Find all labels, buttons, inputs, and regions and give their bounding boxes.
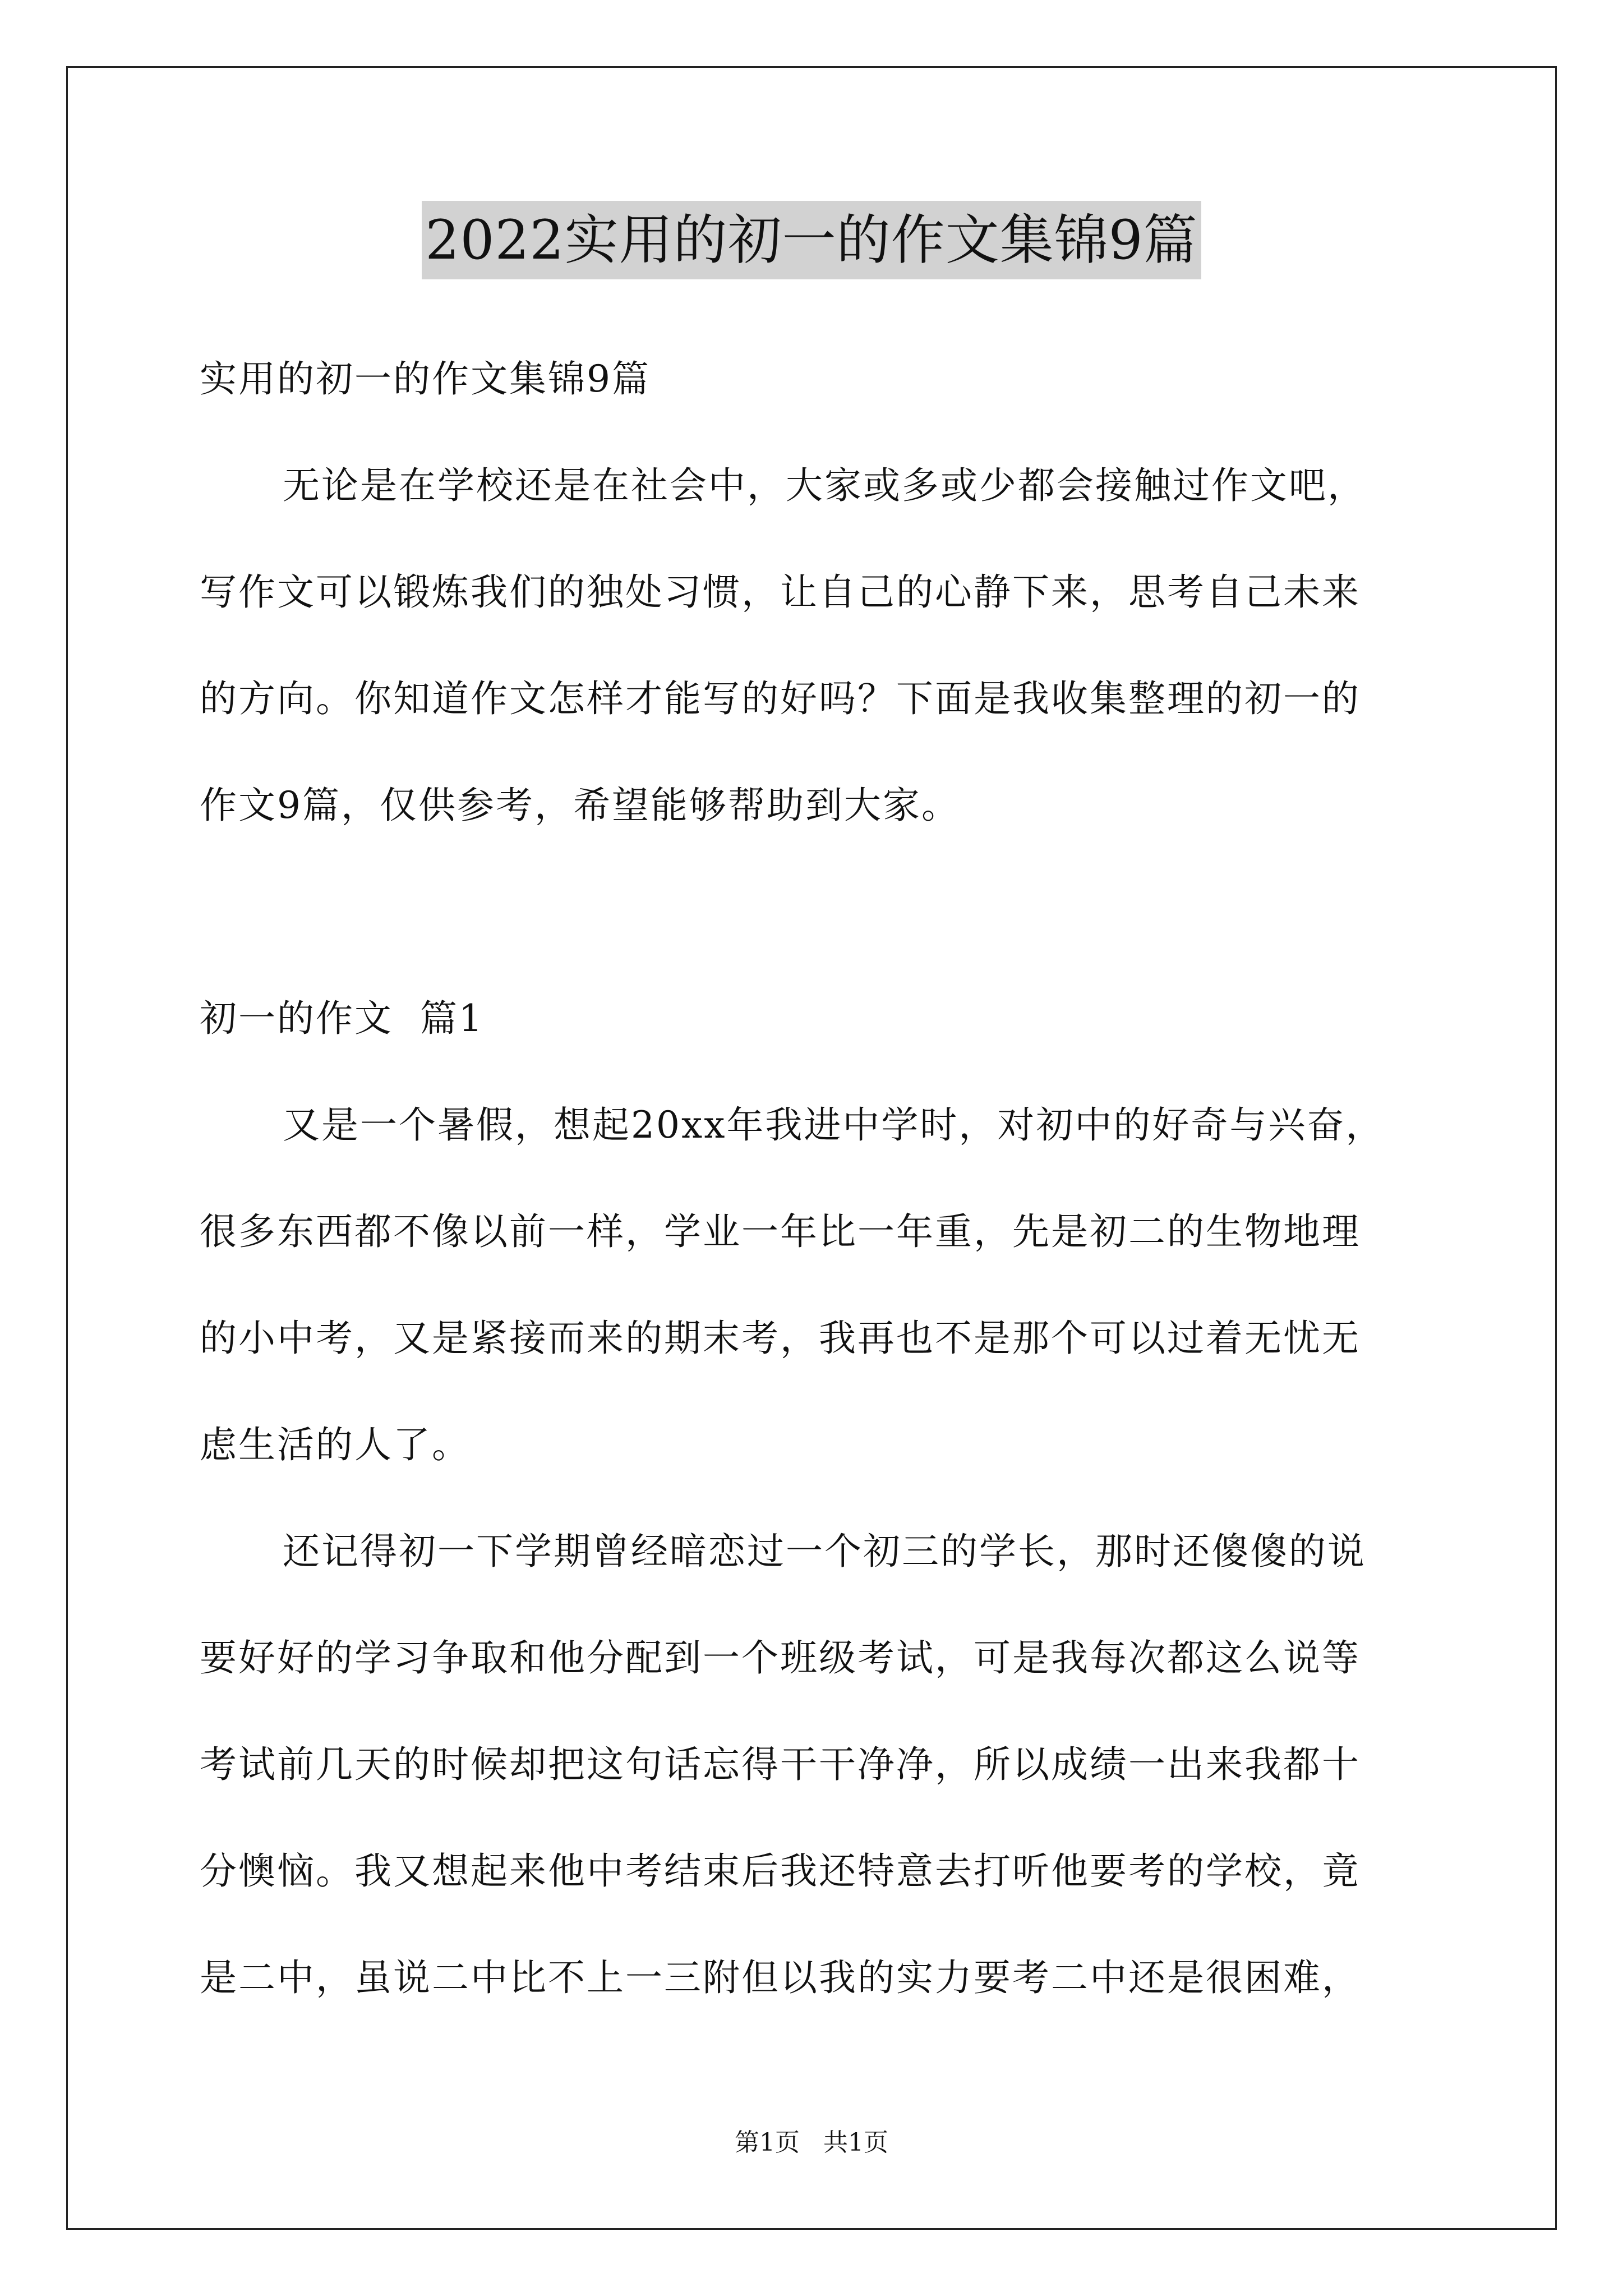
title-container: [0, 201, 1623, 279]
page-footer: [0, 2126, 1623, 2160]
paragraph-line: 还记得初一下学期曾经暗恋过一个初三的学长，那时还傻傻的说: [283, 1530, 1366, 1573]
paragraph-line: 要好好的学习争取和他分配到一个班级考试，可是我每次都这么说等: [200, 1636, 1361, 1680]
intro-line: 的方向。你知道作文怎样才能写的好吗？下面是我收集整理的初一的: [200, 677, 1361, 720]
intro-line: 作文9篇，仅供参考，希望能够帮助到大家。: [200, 784, 960, 827]
paragraph-line: 很多东西都不像以前一样，学业一年比一年重，先是初二的生物地理: [200, 1210, 1361, 1253]
page-total: 共1页: [823, 2128, 888, 2157]
paragraph-line: 的小中考，又是紧接而来的期末考，我再也不是那个可以过着无忧无: [200, 1317, 1361, 1360]
paragraph-line: 是二中，虽说二中比不上一三附但以我的实力要考二中还是很困难，: [200, 1956, 1361, 1999]
document-subtitle: 实用的初一的作文集锦9篇: [200, 357, 651, 401]
page-number: 第1页: [735, 2128, 800, 2157]
document-title: 2022实用的初一的作文集锦9篇: [422, 201, 1201, 279]
paragraph-line: 又是一个暑假，想起20xx年我进中学时，对初中的好奇与兴奋，: [283, 1103, 1385, 1147]
intro-line: 无论是在学校还是在社会中，大家或多或少都会接触过作文吧，: [283, 464, 1366, 507]
section-heading: 初一的作文 篇1: [200, 997, 484, 1040]
paragraph-line: 考试前几天的时候却把这句话忘得干干净净，所以成绩一出来我都十: [200, 1743, 1361, 1786]
paragraph-line: 分懊恼。我又想起来他中考结束后我还特意去打听他要考的学校，竟: [200, 1849, 1361, 1893]
intro-line: 写作文可以锻炼我们的独处习惯，让自己的心静下来，思考自己未来: [200, 570, 1361, 614]
paragraph-line: 虑生活的人了。: [200, 1423, 471, 1466]
